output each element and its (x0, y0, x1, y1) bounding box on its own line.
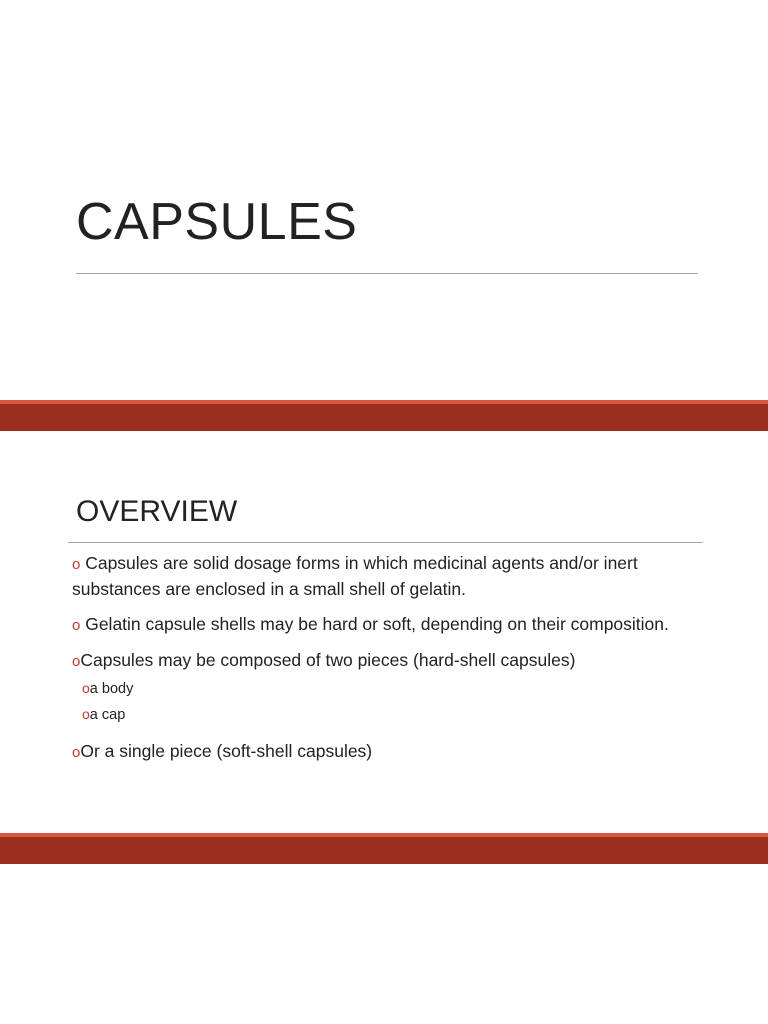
bullet-marker-icon: o (72, 556, 81, 573)
bullet-marker-icon: o (72, 617, 81, 634)
bullet-item (72, 739, 712, 765)
bullet-item (72, 612, 712, 638)
bullet-text: Capsules are solid dosage forms in which medicinal agents and/or inert substances are enclosed in a small shell of gelatin. (72, 553, 638, 599)
slide-separator-band (0, 833, 768, 864)
bullet-marker-icon: o (72, 653, 81, 670)
sub-bullet-marker-icon: o (82, 706, 90, 722)
sub-bullet-text: a body (89, 681, 134, 697)
slide-title: CAPSULES (76, 193, 358, 251)
bullet-text: Capsules may be composed of two pieces (hard-shell capsules) (80, 650, 576, 670)
next-slide-blank (0, 864, 768, 1024)
sub-bullet-marker-icon: o (82, 680, 90, 696)
heading-divider (68, 542, 703, 543)
sub-bullet-item (82, 676, 712, 701)
bullet-text: Or a single piece (soft-shell capsules) (80, 741, 373, 761)
bullet-list (72, 551, 712, 775)
bullet-item (72, 551, 712, 602)
sub-bullet-text: a cap (89, 707, 126, 723)
slide-heading: OVERVIEW (76, 495, 238, 528)
sub-bullet-item (82, 702, 712, 727)
title-slide (0, 0, 768, 400)
bullet-text: Gelatin capsule shells may be hard or soft, depending on their composition. (80, 614, 669, 634)
bullet-item (72, 648, 712, 674)
bullet-marker-icon: o (72, 744, 81, 761)
title-divider (76, 273, 698, 274)
slide-separator-band (0, 400, 768, 431)
overview-slide (0, 431, 768, 833)
